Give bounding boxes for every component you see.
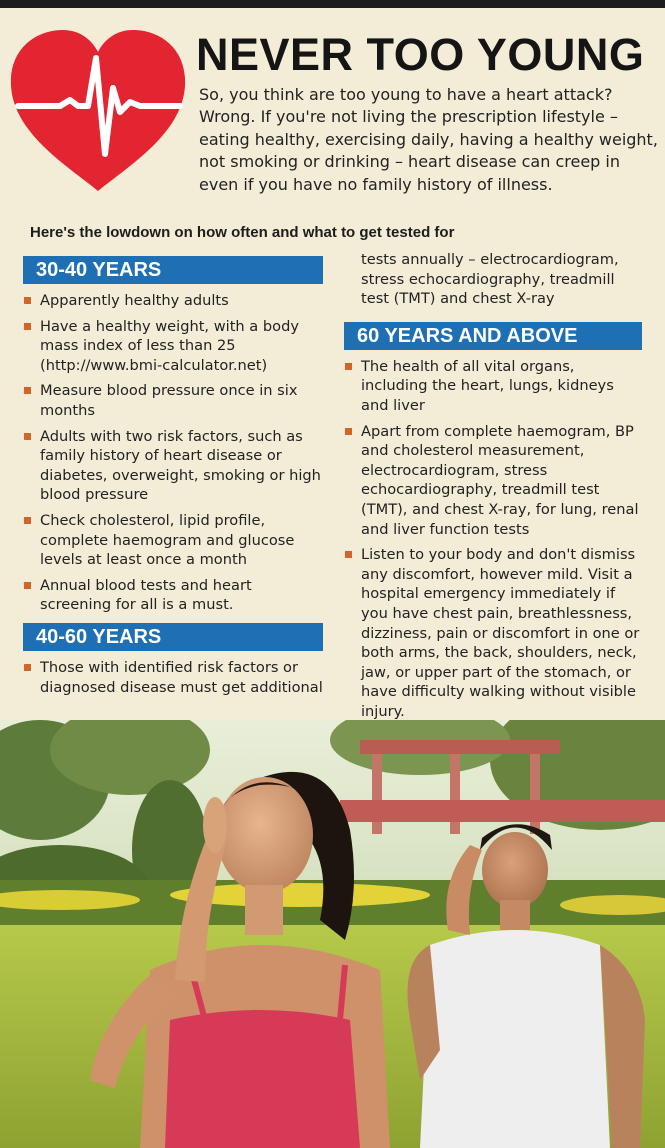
square-bullet-icon — [24, 582, 31, 589]
heart-ecg-icon — [8, 26, 188, 196]
right-column — [344, 250, 642, 727]
square-bullet-icon — [24, 297, 31, 304]
top-rule — [0, 0, 665, 8]
section-heading-60-plus: 60 YEARS AND ABOVE — [344, 322, 642, 350]
list-item — [23, 317, 323, 376]
list-item — [344, 357, 642, 416]
list-item — [23, 381, 323, 420]
section-heading-40-60: 40-60 YEARS — [23, 623, 323, 651]
continued-text-40-60: tests annually – electrocardiogram, stress echocardiography, treadmill test (TMT) and chest X-ray — [361, 251, 619, 308]
list-item-text: Apart from complete haemogram, BP and cholesterol measurement, electrocardiogram, stress echocardiography, treadmill test (TMT), and chest X-ray, for lung, renal and liver function tests — [361, 422, 639, 538]
square-bullet-icon — [24, 517, 31, 524]
bullet-list-60-plus — [344, 357, 642, 722]
list-item-text: Listen to your body and don't dismiss any discomfort, however mild. Visit a hospital emergency immediately if you have chest pain, breathlessness, dizziness, pain or discomfort in one or both arms, the back, shoulders, neck, jaw, or upper part of the stomach, or have difficulty walking without visible injury. — [361, 546, 640, 720]
list-item-text: Annual blood tests and heart screening for all is a must. — [40, 576, 252, 614]
list-item — [23, 511, 323, 570]
square-bullet-icon — [24, 664, 31, 671]
square-bullet-icon — [24, 323, 31, 330]
bullet-list-30-40 — [23, 291, 323, 615]
bullet-list-40-60 — [23, 658, 323, 697]
list-item — [344, 422, 642, 540]
list-item — [23, 576, 323, 615]
list-item-text: Check cholesterol, lipid profile, complete haemogram and glucose levels at least once a month — [40, 511, 295, 569]
list-item — [344, 545, 642, 721]
left-column — [23, 256, 323, 703]
list-item-text: Adults with two risk factors, such as family history of heart disease or diabetes, overweight, smoking or high blood pressure — [40, 427, 321, 504]
square-bullet-icon — [345, 551, 352, 558]
lowdown-subheading: Here's the lowdown on how often and what to get tested for — [30, 224, 455, 241]
square-bullet-icon — [24, 387, 31, 394]
list-item-text: Have a healthy weight, with a body mass index of less than 25 (http://www.bmi-calculator.net) — [40, 317, 299, 374]
yoga-breathing-photo — [0, 720, 665, 1148]
list-item — [23, 427, 323, 505]
list-item — [23, 291, 323, 311]
section-heading-30-40: 30-40 YEARS — [23, 256, 323, 284]
square-bullet-icon — [24, 433, 31, 440]
list-item-text: Measure blood pressure once in six months — [40, 382, 298, 419]
list-item — [23, 658, 323, 697]
square-bullet-icon — [345, 428, 352, 435]
intro-paragraph: So, you think are too young to have a heart attack? Wrong. If you're not living the prescription lifestyle – eating healthy, exercising daily, having a healthy weight, not smoking or drinking – heart disease can creep in even if you have no family history of illness. — [199, 85, 658, 194]
page-title: NEVER TOO YOUNG — [196, 29, 645, 80]
square-bullet-icon — [345, 363, 352, 370]
list-item-text: The health of all vital organs, including the heart, lungs, kidneys and liver — [361, 357, 614, 414]
list-item-text: Those with identified risk factors or diagnosed disease must get additional — [40, 658, 323, 696]
list-item-text: Apparently healthy adults — [40, 292, 229, 309]
